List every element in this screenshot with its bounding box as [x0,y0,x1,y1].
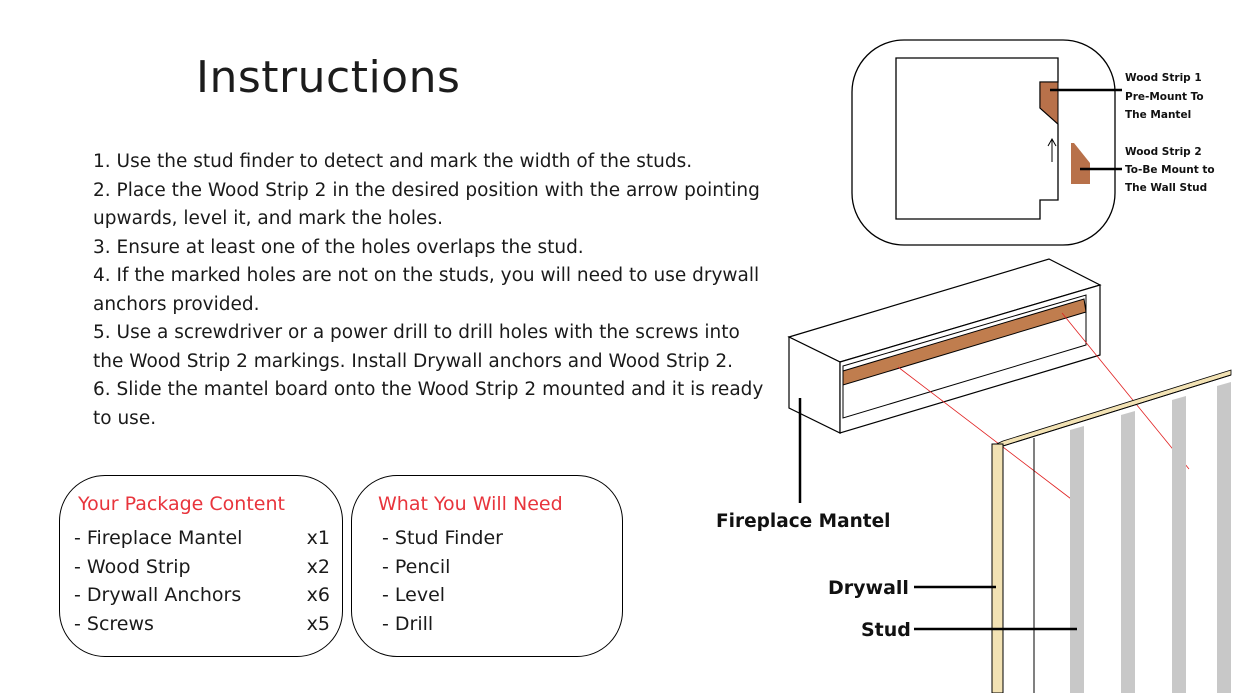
step-3: 3. Ensure at least one of the holes overlaps the stud. [93,236,584,258]
drywall-top-edge [992,370,1231,446]
tools-needed-heading: What You Will Need [378,493,563,515]
package-item-qty: x5 [306,612,330,635]
page-title: Instructions [196,52,461,103]
fireplace-mantel-label: Fireplace Mantel [716,511,891,532]
strip2-label-line2: To-Be Mount to [1125,164,1215,176]
strip2-label-line3: The Wall Stud [1125,182,1208,194]
package-item-name: - Screws [74,612,154,635]
stud [1070,426,1084,693]
stud [1121,411,1135,693]
package-item-qty: x2 [306,555,330,578]
strip2-label-line1: Wood Strip 2 [1125,146,1202,158]
stud [1217,382,1231,693]
package-item-qty: x6 [306,584,330,606]
tool-item: - Stud Finder [382,527,503,549]
tool-item: - Pencil [382,555,451,578]
package-content-heading: Your Package Content [78,493,285,515]
wall-top-line [1003,375,1231,446]
package-item-qty: x1 [306,527,330,549]
drywall-label: Drywall [828,577,909,599]
package-item-name: - Drywall Anchors [74,584,242,606]
stud [1172,396,1186,693]
drywall-edge [992,444,1003,693]
strip1-label-line1: Wood Strip 1 [1125,72,1202,84]
stud-label: Stud [861,619,911,641]
step-2: 2. Place the Wood Strip 2 in the desired position with the arrow pointing upwards, level it, and mark the holes. [93,179,760,229]
step-1: 1. Use the stud finder to detect and mark the width of the studs. [93,151,693,172]
package-item-name: - Wood Strip [74,555,191,578]
tool-item: - Level [382,584,446,606]
step-6: 6. Slide the mantel board onto the Wood Strip 2 mounted and it is ready to use. [93,379,764,429]
mantel-cross-section [896,58,1058,219]
strip1-label-line2: Pre-Mount To [1125,91,1204,103]
step-4: 4. If the marked holes are not on the studs, you will need to use drywall anchors provided. [93,265,760,315]
step-5: 5. Use a screwdriver or a power drill to drill holes with the screws into the Wood Strip 2 markings. Install Drywall anchors and Wood Strip 2. [93,322,740,372]
strip1-label-line3: The Mantel [1125,109,1192,121]
tool-item: - Drill [382,612,434,635]
package-item-name: - Fireplace Mantel [74,527,243,549]
